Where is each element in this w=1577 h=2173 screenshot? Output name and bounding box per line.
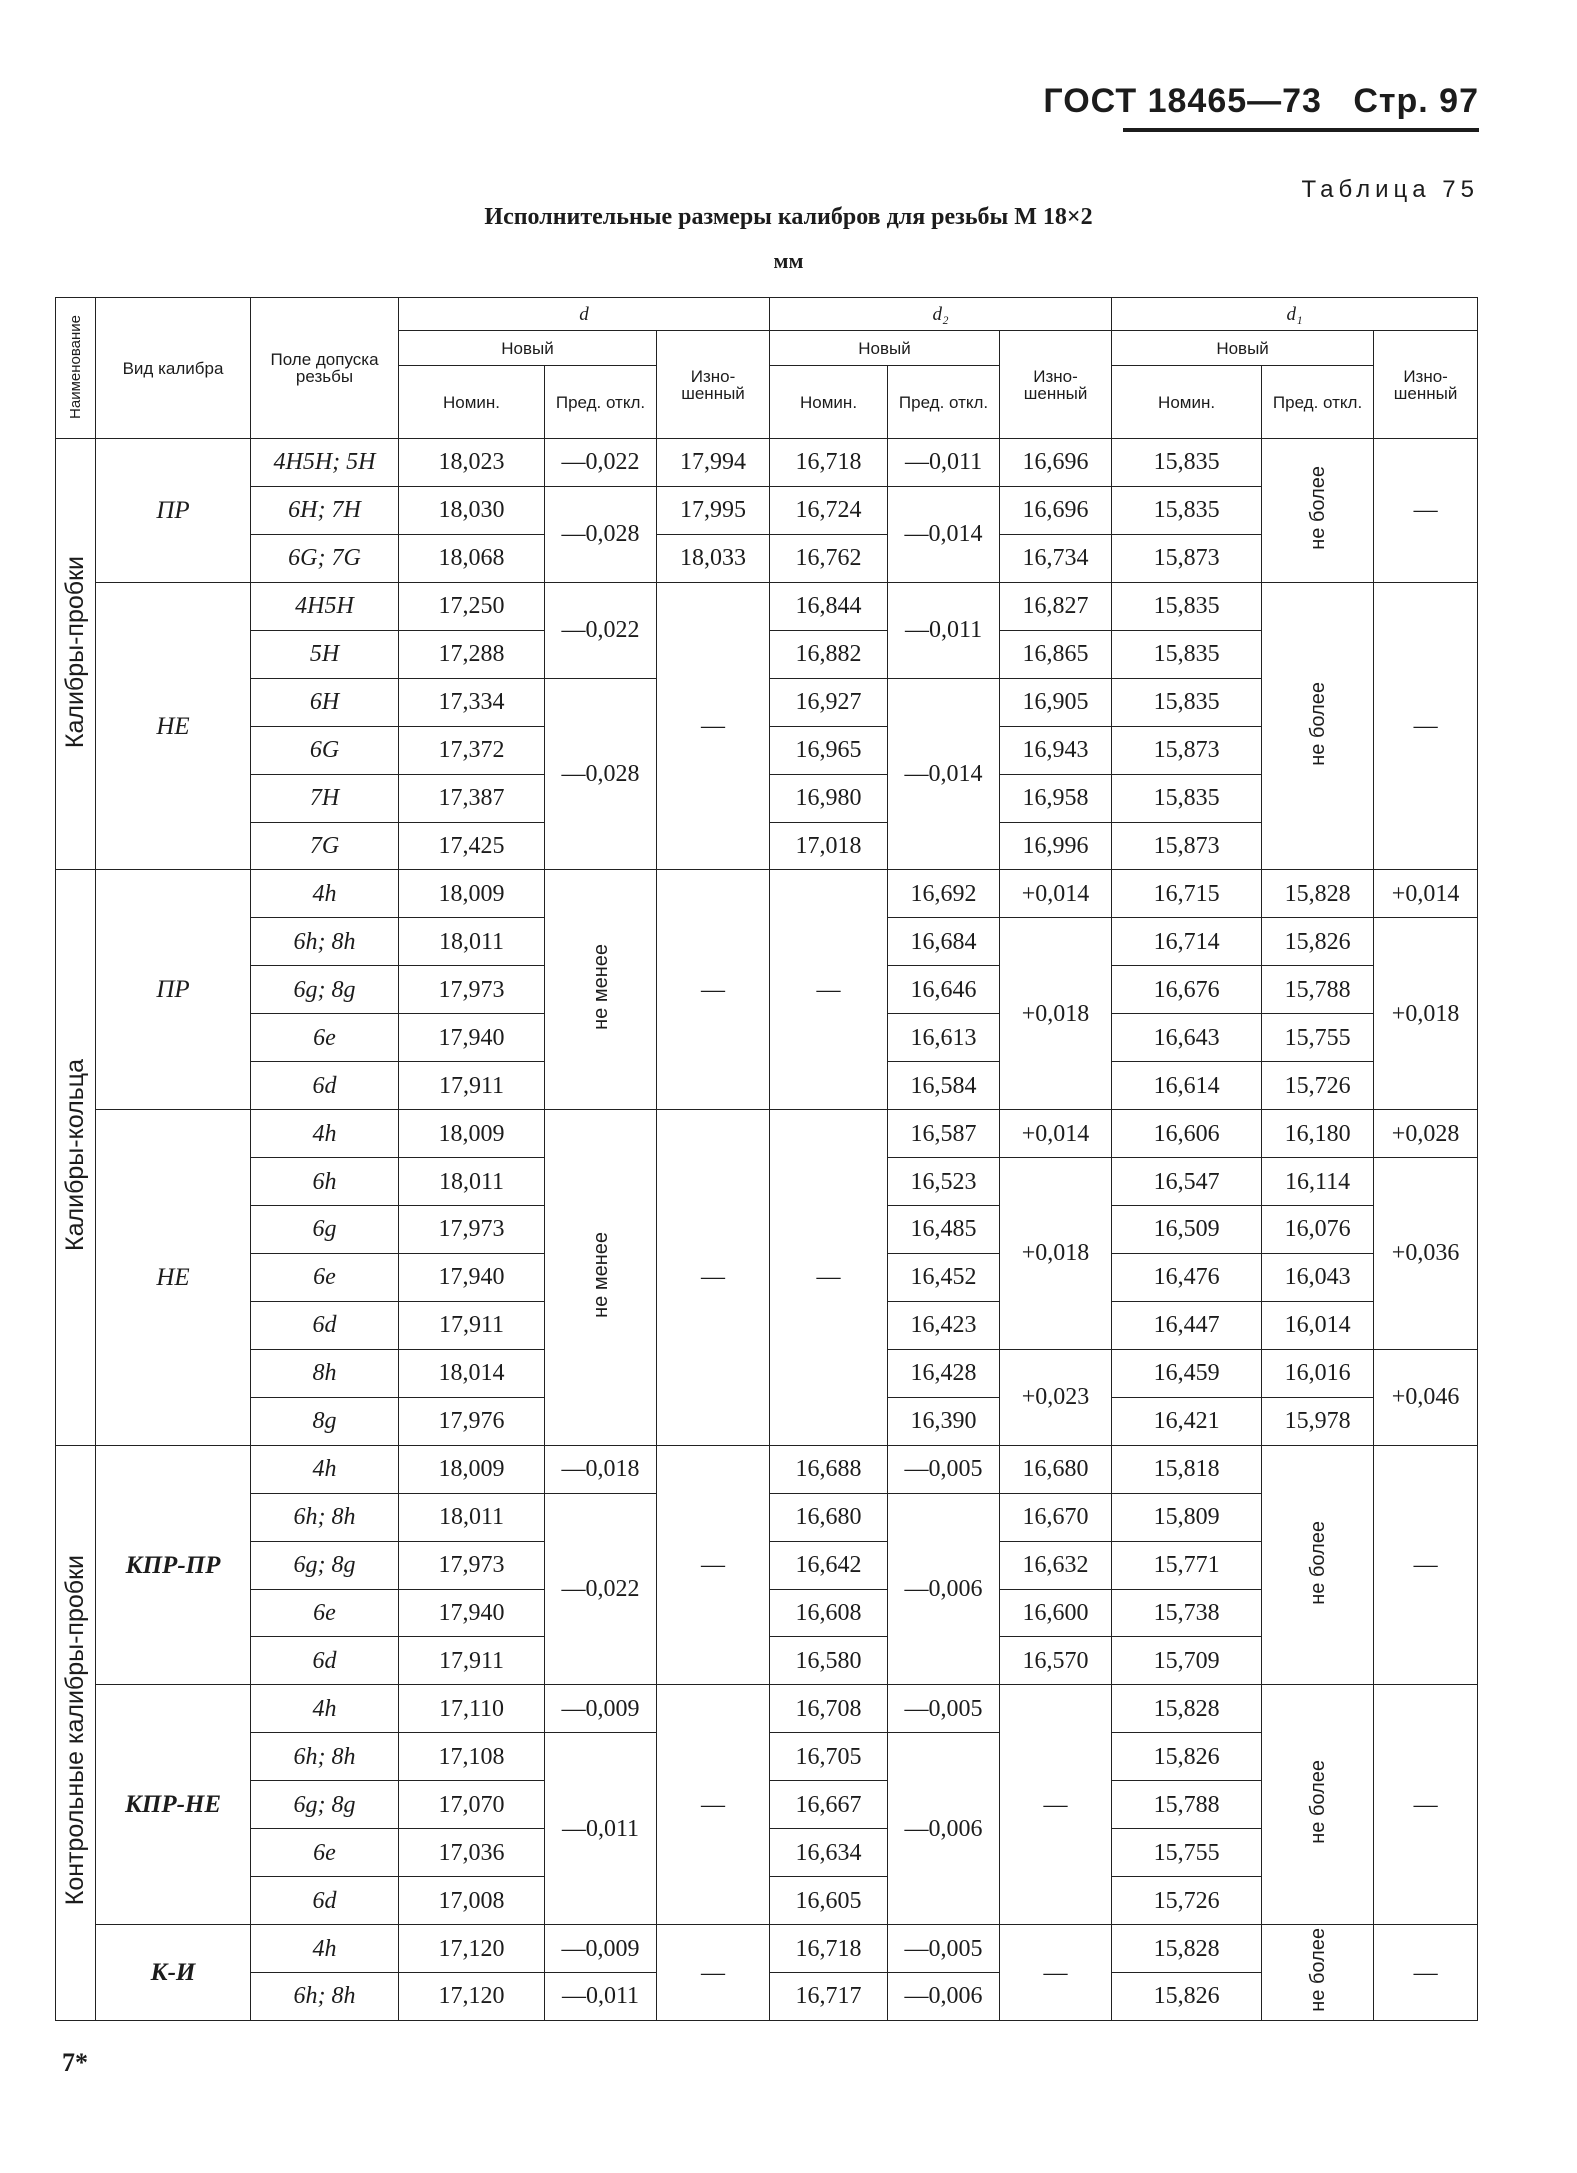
header-d1-dev: Пред. откл. [1262, 366, 1374, 439]
d1-nominal: 15,835 [1112, 582, 1262, 630]
header-d-nom: Номин. [399, 366, 545, 439]
dw-cell: 17,995 [657, 486, 770, 534]
header-d-worn: Изно-шенный [657, 331, 770, 439]
dash-cell: — [657, 1925, 770, 2021]
gauge-kind: ПР [96, 870, 251, 1110]
dash-cell: — [1000, 1925, 1112, 2021]
d2-worn: 16,670 [1000, 1493, 1112, 1541]
header-d1: d₁ [1112, 298, 1478, 331]
tolerance-field: 6g; 8g [251, 1541, 399, 1589]
gauge-kind: КПР-НЕ [96, 1685, 251, 1925]
d-nominal: 17,108 [399, 1733, 545, 1781]
d2-worn: 16,680 [1000, 1445, 1112, 1493]
d2-nominal: 16,692 [888, 870, 1000, 918]
gauge-kind: КПР-ПР [96, 1445, 251, 1685]
d2d-cell: —0,014 [888, 486, 1000, 582]
dash-cell: — [657, 582, 770, 870]
d2d-cell: —0,014 [888, 678, 1000, 870]
d1-nominal: 16,180 [1262, 1110, 1374, 1158]
gauge-kind: ПР [96, 439, 251, 583]
d1d-cell: +0,036 [1374, 1158, 1478, 1350]
d2d-cell: +0,014 [1000, 1110, 1112, 1158]
tolerance-field: 6g; 8g [251, 1781, 399, 1829]
d2-worn: 16,715 [1112, 870, 1262, 918]
table-title: Исполнительные размеры калибров для резьбы М 18×2 [484, 204, 1093, 230]
d-nominal: 18,011 [399, 1493, 545, 1541]
not-more-note: не более [1262, 439, 1374, 583]
dash-cell: — [657, 1110, 770, 1446]
header-kind: Вид калибра [96, 298, 251, 439]
dash-cell: — [657, 870, 770, 1110]
tolerance-field: 4Н5Н [251, 582, 399, 630]
d1-nominal: 16,043 [1262, 1253, 1374, 1301]
d1-nominal: 15,726 [1262, 1062, 1374, 1110]
d-nominal: 17,425 [399, 822, 545, 870]
tolerance-field: 4h [251, 1925, 399, 1973]
d2-worn: 16,734 [1000, 534, 1112, 582]
d2-nominal: 16,642 [770, 1541, 888, 1589]
tolerance-field: 4h [251, 1110, 399, 1158]
d2-worn: 16,958 [1000, 774, 1112, 822]
d1-nominal: 15,835 [1112, 678, 1262, 726]
tolerance-field: 8h [251, 1349, 399, 1397]
group-name: Контрольные калибры-пробки [56, 1445, 96, 2020]
d2-nominal: 16,390 [888, 1397, 1000, 1445]
d1-nominal: 15,826 [1262, 918, 1374, 966]
d1-nominal: 15,828 [1112, 1685, 1262, 1733]
d2d-cell: —0,006 [888, 1733, 1000, 1925]
table-row [56, 1925, 1478, 1973]
d2-worn: 16,570 [1000, 1637, 1112, 1685]
d1-nominal: 15,726 [1112, 1877, 1262, 1925]
d2d-cell: +0,023 [1000, 1349, 1112, 1445]
tolerance-field: 6G; 7G [251, 534, 399, 582]
header-d2-new: Новый [770, 331, 1000, 366]
dash-cell: — [1374, 582, 1478, 870]
d2d-cell: —0,011 [888, 439, 1000, 487]
d2d-cell: —0,006 [888, 1973, 1000, 2021]
d2d-cell: +0,018 [1000, 918, 1112, 1110]
d2-nominal: 16,452 [888, 1253, 1000, 1301]
d-nominal: 17,120 [399, 1973, 545, 2021]
d1-nominal: 15,826 [1112, 1733, 1262, 1781]
d2-worn: 16,547 [1112, 1158, 1262, 1206]
d2-nominal: 16,523 [888, 1158, 1000, 1206]
d1-nominal: 16,014 [1262, 1301, 1374, 1349]
tolerance-field: 4h [251, 1685, 399, 1733]
d2-nominal: 17,018 [770, 822, 888, 870]
d-nominal: 18,068 [399, 534, 545, 582]
d2-nominal: 16,688 [770, 1445, 888, 1493]
d1-nominal: 15,873 [1112, 534, 1262, 582]
d2d-cell: —0,006 [888, 1493, 1000, 1685]
dd-cell: —0,009 [545, 1685, 657, 1733]
d1-nominal: 15,873 [1112, 822, 1262, 870]
dash-cell: — [1374, 1685, 1478, 1925]
d2-worn: 16,865 [1000, 630, 1112, 678]
d1-nominal: 15,788 [1262, 966, 1374, 1014]
d2-nominal: 16,584 [888, 1062, 1000, 1110]
d2d-cell: +0,018 [1000, 1158, 1112, 1350]
d1-nominal: 15,771 [1112, 1541, 1262, 1589]
footer-mark: 7* [62, 2048, 88, 2077]
d-nominal: 18,030 [399, 486, 545, 534]
d2-nominal: 16,428 [888, 1349, 1000, 1397]
d2-nominal: 16,667 [770, 1781, 888, 1829]
d2-worn: 16,696 [1000, 486, 1112, 534]
header-d1-new: Новый [1112, 331, 1374, 366]
d2-worn: 16,632 [1000, 1541, 1112, 1589]
dd-cell: —0,011 [545, 1733, 657, 1925]
d1-nominal: 15,826 [1112, 1973, 1262, 2021]
d2-worn: 16,447 [1112, 1301, 1262, 1349]
dd-cell: —0,009 [545, 1925, 657, 1973]
d1-nominal: 15,755 [1112, 1829, 1262, 1877]
table-row [56, 870, 1478, 918]
d2-worn: 16,459 [1112, 1349, 1262, 1397]
d1-nominal: 15,978 [1262, 1397, 1374, 1445]
dash-cell: — [657, 1445, 770, 1685]
d2-nominal: 16,608 [770, 1589, 888, 1637]
not-more-note: не более [1262, 582, 1374, 870]
d2-nominal: 16,927 [770, 678, 888, 726]
d1d-cell: +0,046 [1374, 1349, 1478, 1445]
dash-cell: — [1000, 1685, 1112, 1925]
page-number: Стр. 97 [1353, 82, 1479, 120]
d1-nominal: 15,755 [1262, 1014, 1374, 1062]
d-nominal: 17,940 [399, 1014, 545, 1062]
d2-nominal: 16,718 [770, 1925, 888, 1973]
d1-nominal: 15,828 [1112, 1925, 1262, 1973]
tolerance-field: 6e [251, 1014, 399, 1062]
tolerance-field: 4h [251, 1445, 399, 1493]
tolerance-field: 6g [251, 1206, 399, 1254]
gauge-kind: НЕ [96, 1110, 251, 1446]
table-unit: мм [773, 248, 804, 273]
dash-cell: — [1374, 1445, 1478, 1685]
d1-nominal: 15,709 [1112, 1637, 1262, 1685]
dd-cell: —0,028 [545, 486, 657, 582]
tolerance-field: 6h [251, 1158, 399, 1206]
d2d-cell: —0,005 [888, 1925, 1000, 1973]
dd-cell: —0,028 [545, 678, 657, 870]
not-more-note: не более [1262, 1445, 1374, 1685]
d2-worn: 16,643 [1112, 1014, 1262, 1062]
tolerance-field: 6d [251, 1637, 399, 1685]
d2-nominal: 16,705 [770, 1733, 888, 1781]
d2-nominal: 16,882 [770, 630, 888, 678]
dash-cell: — [770, 870, 888, 1110]
d2-worn: 16,676 [1112, 966, 1262, 1014]
d1-nominal: 15,835 [1112, 439, 1262, 487]
d2-worn: 16,476 [1112, 1253, 1262, 1301]
dash-cell: — [770, 1110, 888, 1446]
d-nominal: 17,387 [399, 774, 545, 822]
tolerance-field: 7G [251, 822, 399, 870]
table-row [56, 439, 1478, 487]
d-nominal: 17,940 [399, 1589, 545, 1637]
gauge-dimensions-table [55, 297, 1478, 2021]
dash-cell: — [1374, 439, 1478, 583]
d2-worn: 16,614 [1112, 1062, 1262, 1110]
gauge-kind: НЕ [96, 582, 251, 870]
d-nominal: 17,120 [399, 1925, 545, 1973]
tolerance-field: 6e [251, 1253, 399, 1301]
d2-worn: 16,600 [1000, 1589, 1112, 1637]
not-less-note: не менее [545, 870, 657, 1110]
dd-cell: —0,011 [545, 1973, 657, 2021]
header-rule [1123, 128, 1479, 132]
d2-nominal: 16,605 [770, 1877, 888, 1925]
header-d: d [399, 298, 770, 331]
d2-nominal: 16,717 [770, 1973, 888, 2021]
d-nominal: 18,011 [399, 1158, 545, 1206]
d2-worn: 16,827 [1000, 582, 1112, 630]
d2-nominal: 16,680 [770, 1493, 888, 1541]
d1-nominal: 16,076 [1262, 1206, 1374, 1254]
d1-nominal: 15,788 [1112, 1781, 1262, 1829]
d2-nominal: 16,980 [770, 774, 888, 822]
d2-nominal: 16,844 [770, 582, 888, 630]
tolerance-field: 6Н; 7Н [251, 486, 399, 534]
tolerance-field: 6h; 8h [251, 1493, 399, 1541]
d-nominal: 17,973 [399, 1541, 545, 1589]
d1-nominal: 15,835 [1112, 486, 1262, 534]
tolerance-field: 6Н [251, 678, 399, 726]
d2d-cell: —0,005 [888, 1685, 1000, 1733]
tolerance-field: 6d [251, 1301, 399, 1349]
d-nominal: 18,009 [399, 1110, 545, 1158]
tolerance-field: 4Н5Н; 5Н [251, 439, 399, 487]
d1-nominal: 16,114 [1262, 1158, 1374, 1206]
header-d2: d₂ [770, 298, 1112, 331]
table-row [56, 1685, 1478, 1733]
not-less-note: не менее [545, 1110, 657, 1446]
group-name: Калибры-пробки [56, 439, 96, 870]
table-row [56, 1445, 1478, 1493]
d2d-cell: —0,011 [888, 582, 1000, 678]
d1-nominal: 15,873 [1112, 726, 1262, 774]
d2-nominal: 16,718 [770, 439, 888, 487]
d1-nominal: 15,828 [1262, 870, 1374, 918]
d2-nominal: 16,613 [888, 1014, 1000, 1062]
dash-cell: — [657, 1685, 770, 1925]
not-more-note: не более [1262, 1685, 1374, 1925]
header-d-new: Новый [399, 331, 657, 366]
table-row [56, 582, 1478, 630]
d1-nominal: 15,738 [1112, 1589, 1262, 1637]
d2-worn: 16,905 [1000, 678, 1112, 726]
d2-nominal: 16,762 [770, 534, 888, 582]
tolerance-field: 6G [251, 726, 399, 774]
d1d-cell: +0,018 [1374, 918, 1478, 1110]
not-more-note: не более [1262, 1925, 1374, 2021]
tolerance-field: 6h; 8h [251, 918, 399, 966]
gauge-kind: К-И [96, 1925, 251, 2021]
d1d-cell: +0,028 [1374, 1110, 1478, 1158]
d-nominal: 17,372 [399, 726, 545, 774]
dash-cell: — [1374, 1925, 1478, 2021]
d2-nominal: 16,423 [888, 1301, 1000, 1349]
d2-worn: 16,509 [1112, 1206, 1262, 1254]
d-nominal: 17,973 [399, 1206, 545, 1254]
d-nominal: 17,070 [399, 1781, 545, 1829]
table-number: Таблица 75 [1301, 176, 1479, 203]
d2-worn: 16,696 [1000, 439, 1112, 487]
header-d-dev: Пред. откл. [545, 366, 657, 439]
d2-worn: 16,714 [1112, 918, 1262, 966]
table-row [56, 1110, 1478, 1158]
tolerance-field: 6e [251, 1829, 399, 1877]
d-nominal: 17,110 [399, 1685, 545, 1733]
dd-cell: —0,022 [545, 582, 657, 678]
gost-number: ГОСТ 18465—73 [1043, 82, 1322, 120]
d1d-cell: +0,014 [1374, 870, 1478, 918]
header-d1-worn: Изно-шенный [1374, 331, 1478, 439]
header-d1-nom: Номин. [1112, 366, 1262, 439]
d-nominal: 17,036 [399, 1829, 545, 1877]
d1-nominal: 15,835 [1112, 774, 1262, 822]
header-field: Поле допуска резьбы [251, 298, 399, 439]
d1-nominal: 15,818 [1112, 1445, 1262, 1493]
d-nominal: 17,288 [399, 630, 545, 678]
d-nominal: 17,250 [399, 582, 545, 630]
d2-worn: 16,606 [1112, 1110, 1262, 1158]
tolerance-field: 6e [251, 1589, 399, 1637]
d-nominal: 17,911 [399, 1637, 545, 1685]
d2-nominal: 16,965 [770, 726, 888, 774]
tolerance-field: 6g; 8g [251, 966, 399, 1014]
d2d-cell: +0,014 [1000, 870, 1112, 918]
tolerance-field: 7Н [251, 774, 399, 822]
header-d2-nom: Номин. [770, 366, 888, 439]
d2-nominal: 16,724 [770, 486, 888, 534]
d-nominal: 17,008 [399, 1877, 545, 1925]
header-d2-dev: Пред. откл. [888, 366, 1000, 439]
d-nominal: 18,023 [399, 439, 545, 487]
d2-nominal: 16,646 [888, 966, 1000, 1014]
tolerance-field: 4h [251, 870, 399, 918]
d-nominal: 17,911 [399, 1301, 545, 1349]
d-nominal: 18,011 [399, 918, 545, 966]
tolerance-field: 8g [251, 1397, 399, 1445]
d2d-cell: —0,005 [888, 1445, 1000, 1493]
d-nominal: 17,973 [399, 966, 545, 1014]
d1-nominal: 15,835 [1112, 630, 1262, 678]
d2-worn: 16,421 [1112, 1397, 1262, 1445]
tolerance-field: 5Н [251, 630, 399, 678]
d1-nominal: 15,809 [1112, 1493, 1262, 1541]
group-name: Калибры-кольца [56, 870, 96, 1445]
d-nominal: 18,014 [399, 1349, 545, 1397]
dd-cell: —0,018 [545, 1445, 657, 1493]
d2-nominal: 16,580 [770, 1637, 888, 1685]
d2-worn: 16,996 [1000, 822, 1112, 870]
tolerance-field: 6h; 8h [251, 1733, 399, 1781]
dd-cell: —0,022 [545, 1493, 657, 1685]
tolerance-field: 6d [251, 1062, 399, 1110]
tolerance-field: 6h; 8h [251, 1973, 399, 2021]
header-name: Наименование [56, 298, 96, 439]
header-d2-worn: Изно-шенный [1000, 331, 1112, 439]
d-nominal: 17,940 [399, 1253, 545, 1301]
d2-nominal: 16,485 [888, 1206, 1000, 1254]
d2-worn: 16,943 [1000, 726, 1112, 774]
d1-nominal: 16,016 [1262, 1349, 1374, 1397]
d-nominal: 17,334 [399, 678, 545, 726]
dw-cell: 18,033 [657, 534, 770, 582]
d-nominal: 17,976 [399, 1397, 545, 1445]
d2-nominal: 16,684 [888, 918, 1000, 966]
dd-cell: —0,022 [545, 439, 657, 487]
d-nominal: 17,911 [399, 1062, 545, 1110]
d2-nominal: 16,634 [770, 1829, 888, 1877]
page-header [1043, 82, 1479, 121]
d-nominal: 18,009 [399, 1445, 545, 1493]
d2-nominal: 16,708 [770, 1685, 888, 1733]
d2-nominal: 16,587 [888, 1110, 1000, 1158]
dw-cell: 17,994 [657, 439, 770, 487]
tolerance-field: 6d [251, 1877, 399, 1925]
d-nominal: 18,009 [399, 870, 545, 918]
